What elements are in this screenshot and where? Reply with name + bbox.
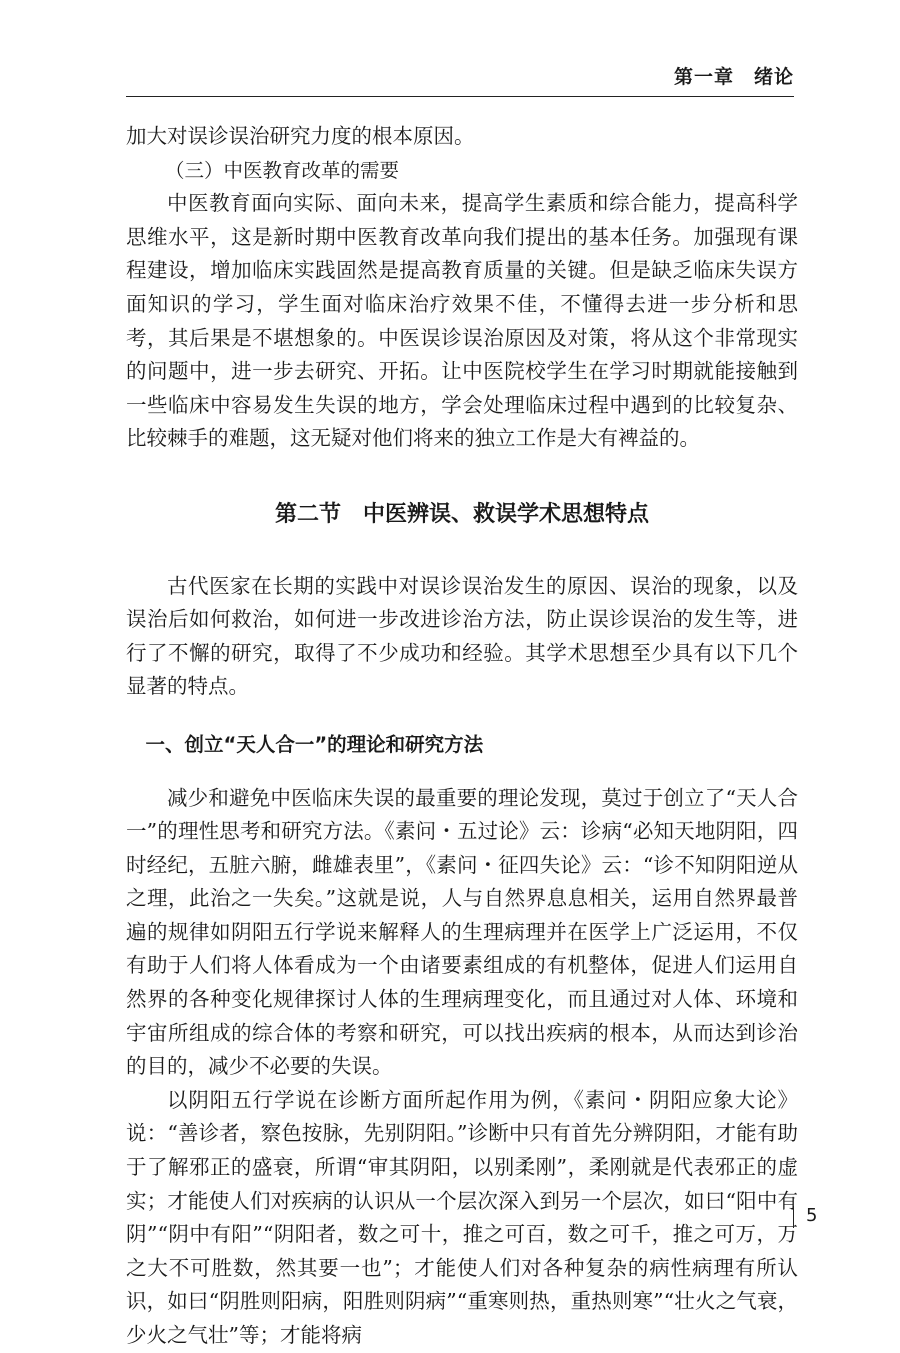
paragraph-education-reform: 中医教育面向实际、面向未来，提高学生素质和综合能力，提高科学思维水平，这是新时期中医教育改革向我们提出的基本任务。加强现有课程建设，增加临床实践固然是提高教育质量的关键。但是缺乏临床失误方面知识的学习，学生面对临床治疗效果不佳，不懂得去进一步分析和思考，其后果是不堪想象的。中医误诊误治原因及对策，将从这个非常现实的问题中，进一步去研究、开拓。让中医院校学生在学习时期就能接触到一些临床中容易发生失误的地方，学会处理临床过程中遇到的比较复杂、比较棘手的难题，这无疑对他们将来的独立工作是大有裨益的。 (126, 191, 798, 451)
page-body (126, 120, 798, 1353)
footer-rule (793, 1206, 794, 1228)
header-rule (126, 96, 794, 97)
paragraph-yinyang-example: 以阴阳五行学说在诊断方面所起作用为例，《素问・阴阳应象大论》说：“善诊者，察色按脉，先别阴阳。”诊断中只有首先分辨阴阳，才能有助于了解邪正的盛衰，所谓“审其阴阳，以别柔刚”，柔刚就是代表邪正的虚实；才能使人们对疾病的认识从一个层次深入到另一个层次，如曰“阳中有阴”“阴中有阳”“阴阳者，数之可十，推之可百，数之可千，推之可万，万之大不可胜数，然其要一也”；才能使人们对各种复杂的病性病理有所认识，如曰“阴胜则阳病，阳胜则阴病”“重寒则热，重热则寒”“壮火之气衰，少火之气壮”等；才能将病 (126, 1087, 798, 1347)
page-number: 5 (806, 1205, 818, 1226)
heading-tianrenheyi: 一、创立“天人合一”的理论和研究方法 (145, 732, 484, 756)
paragraph-continuation: 加大对误诊误治研究力度的根本原因。 (126, 124, 475, 148)
section-title: 第二节 中医辨误、救误学术思想特点 (274, 500, 649, 527)
subsection-heading: （三）中医教育改革的需要 (165, 158, 400, 182)
paragraph-theory: 减少和避免中医临床失误的最重要的理论发现，莫过于创立了“天人合一”的理性思考和研究方法。《素问・五过论》云：诊病“必知天地阴阳，四时经纪，五脏六腑，雌雄表里”，《素问・征四失论》云：“诊不知阴阳逆从之理，此治之一失矣。”这就是说，人与自然界息息相关，运用自然界最普遍的规律如阴阳五行学说来解释人的生理病理并在医学上广泛运用，不仅有助于人们将人体看成为一个由诸要素组成的有机整体，促进人们运用自然界的各种变化规律探讨人体的生理病理变化，而且通过对人体、环境和宇宙所组成的综合体的考察和研究，可以找出疾病的根本，从而达到诊治的目的，减少不必要的失误。 (126, 785, 798, 1079)
chapter-title: 第一章 绪论 (673, 66, 794, 88)
paragraph-section-intro: 古代医家在长期的实践中对误诊误治发生的原因、误治的现象，以及误治后如何救治，如何进一步改进诊治方法，防止误诊误治的发生等，进行了不懈的研究，取得了不少成功和经验。其学术思想至少具有以下几个显著的特点。 (126, 573, 798, 699)
